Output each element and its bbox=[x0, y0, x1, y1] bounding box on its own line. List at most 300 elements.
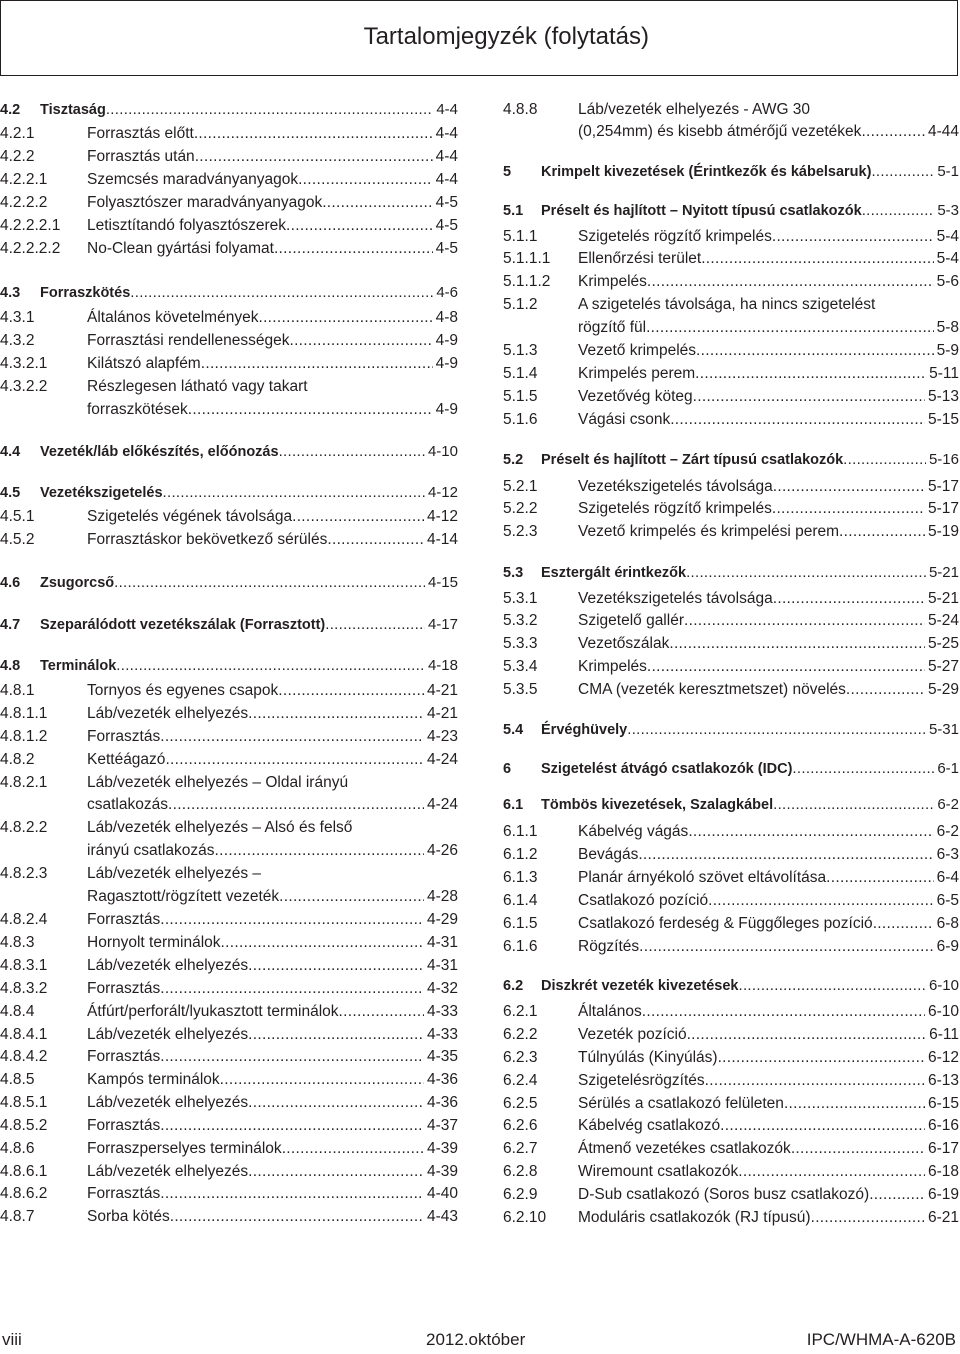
toc-entry-page: 4-12 bbox=[427, 484, 458, 501]
toc-entry[interactable] bbox=[0, 146, 458, 168]
toc-entry-number: 4.8.6.1 bbox=[0, 1163, 48, 1180]
toc-dot-leader bbox=[325, 614, 425, 636]
toc-entry[interactable] bbox=[503, 248, 959, 270]
toc-dot-leader bbox=[248, 1161, 424, 1183]
toc-entry-page: 4-31 bbox=[426, 934, 458, 951]
toc-entry-number: 6.2.7 bbox=[503, 1140, 538, 1157]
toc-entry-page: 6-19 bbox=[927, 1186, 959, 1203]
toc-entry-number: 4.3.2.2 bbox=[0, 378, 48, 395]
toc-entry-title: Általános követelmények bbox=[87, 309, 259, 326]
toc-entry-title: Vezetékszigetelés távolsága bbox=[578, 590, 773, 607]
toc-entry[interactable] bbox=[0, 1024, 458, 1046]
toc-entry-title: Forrasztási rendellenességek bbox=[87, 332, 290, 349]
toc-dot-leader bbox=[258, 307, 432, 329]
toc-dot-leader bbox=[696, 340, 934, 362]
toc-entry-page: 4-28 bbox=[426, 888, 458, 905]
toc-entry[interactable] bbox=[0, 376, 458, 398]
toc-entry-page: 5-9 bbox=[936, 342, 959, 359]
toc-entry-page: 5-13 bbox=[927, 388, 959, 405]
toc-entry[interactable] bbox=[0, 1138, 458, 1160]
toc-entry-title: Kilátszó alapfém bbox=[87, 355, 201, 372]
toc-dot-leader bbox=[846, 679, 925, 701]
toc-entry-title: Csatlakozó ferdeség & Függőleges pozíció bbox=[578, 915, 873, 932]
toc-entry-number: 4.8.5.1 bbox=[0, 1094, 48, 1111]
toc-entry[interactable] bbox=[0, 1183, 458, 1205]
toc-dot-leader bbox=[279, 441, 425, 463]
toc-entry[interactable] bbox=[503, 1093, 959, 1115]
toc-entry-page: 6-10 bbox=[928, 977, 959, 994]
toc-entry-number: 6.1.5 bbox=[503, 915, 538, 932]
toc-entry[interactable] bbox=[503, 1070, 959, 1092]
toc-entry[interactable] bbox=[0, 1001, 458, 1023]
toc-entry-title: Szeparálódott vezetékszálak (Forrasztott) bbox=[40, 617, 326, 633]
toc-entry-number: 4.2.2 bbox=[0, 148, 35, 165]
toc-entry-page: 4-36 bbox=[426, 1071, 458, 1088]
toc-entry-number: 6 bbox=[503, 761, 512, 777]
toc-entry-number: 6.1.3 bbox=[503, 869, 538, 886]
toc-entry-number: 4.8.3.1 bbox=[0, 957, 48, 974]
toc-entry[interactable] bbox=[503, 476, 959, 498]
toc-dot-leader bbox=[670, 409, 925, 431]
toc-entry-page: 6-5 bbox=[936, 892, 959, 909]
toc-entry-page: 6-2 bbox=[936, 823, 959, 840]
toc-dot-leader bbox=[869, 1184, 925, 1206]
toc-dot-leader bbox=[278, 680, 424, 702]
toc-entry-page: 4-4 bbox=[435, 148, 458, 165]
toc-entry-number: 5.1.3 bbox=[503, 342, 538, 359]
toc-entry-page: 5-8 bbox=[936, 319, 959, 336]
toc-dot-leader bbox=[201, 353, 433, 375]
toc-entry[interactable] bbox=[503, 1207, 959, 1229]
toc-entry-page: 4-40 bbox=[426, 1185, 458, 1202]
toc-entry-number: 6.2.2 bbox=[503, 1026, 538, 1043]
toc-entry-number: 4.5.2 bbox=[0, 531, 35, 548]
toc-dot-leader bbox=[627, 719, 926, 741]
toc-dot-leader bbox=[861, 121, 925, 143]
toc-entry-page: 4-4 bbox=[435, 125, 458, 142]
toc-entry-page: 6-21 bbox=[927, 1209, 959, 1226]
toc-entry[interactable] bbox=[0, 238, 458, 260]
toc-entry-number: 4.2.2.2.1 bbox=[0, 217, 61, 234]
toc-entry[interactable] bbox=[503, 1184, 959, 1206]
toc-entry-number: 4.2.2.1 bbox=[0, 171, 48, 188]
page-title-box bbox=[0, 0, 958, 76]
toc-entry[interactable] bbox=[0, 1206, 458, 1228]
toc-entry-title: Krimpelés bbox=[578, 658, 647, 675]
toc-entry-number: 5.2.1 bbox=[503, 478, 538, 495]
toc-entry-page: 4-24 bbox=[426, 796, 458, 813]
toc-entry[interactable] bbox=[503, 1138, 959, 1160]
toc-entry-title: Láb/vezeték elhelyezés - AWG 30 bbox=[578, 101, 811, 118]
toc-entry-page: 4-9 bbox=[435, 401, 458, 418]
toc-entry-number: 6.1.4 bbox=[503, 892, 538, 909]
toc-entry-number: 4.2.2.2.2 bbox=[0, 240, 61, 257]
toc-entry-title: Folyasztószer maradványanyagok bbox=[87, 194, 323, 211]
toc-entry[interactable] bbox=[0, 886, 458, 908]
toc-entry[interactable] bbox=[503, 386, 959, 408]
toc-entry-number: 5.1.2 bbox=[503, 296, 538, 313]
toc-entry-page: 4-37 bbox=[426, 1117, 458, 1134]
toc-entry-title: Forrasztás bbox=[87, 728, 161, 745]
toc-entry[interactable] bbox=[503, 890, 959, 912]
toc-entry-title: Szigetelésrögzítés bbox=[578, 1072, 705, 1089]
toc-entry-number: 4.8.6.2 bbox=[0, 1185, 48, 1202]
toc-entry-title: Forraszkötés bbox=[40, 285, 131, 301]
toc-entry-number: 5.3.3 bbox=[503, 635, 538, 652]
toc-entry-page: 4-29 bbox=[426, 911, 458, 928]
toc-entry-page: 6-12 bbox=[927, 1049, 959, 1066]
toc-entry-title: Sérülés a csatlakozó felületen bbox=[578, 1095, 784, 1112]
toc-dot-leader bbox=[248, 1092, 424, 1114]
toc-entry-number: 6.2.3 bbox=[503, 1049, 538, 1066]
toc-entry[interactable] bbox=[503, 409, 959, 431]
toc-entry-number: 4.8.1.1 bbox=[0, 705, 48, 722]
toc-dot-leader bbox=[279, 886, 424, 908]
toc-section-heading[interactable] bbox=[0, 99, 458, 121]
toc-entry-page: 6-15 bbox=[927, 1095, 959, 1112]
toc-dot-leader bbox=[773, 588, 925, 610]
toc-dot-leader bbox=[720, 1115, 925, 1137]
footer-document-id: IPC/WHMA-A-620B bbox=[806, 1330, 956, 1349]
toc-entry-number: 4.8.3.2 bbox=[0, 980, 48, 997]
toc-entry-number: 6.2.1 bbox=[503, 1003, 538, 1020]
toc-entry[interactable] bbox=[503, 271, 959, 293]
toc-entry-title: Láb/vezeték elhelyezés – Alsó és felső bbox=[87, 819, 353, 836]
toc-section-heading[interactable] bbox=[503, 719, 959, 741]
toc-entry-title: irányú csatlakozás bbox=[87, 842, 215, 859]
toc-entry-page: 6-9 bbox=[936, 938, 959, 955]
toc-entry-title: Tornyos és egyenes csapok bbox=[87, 682, 279, 699]
toc-entry-title: Forrasztáskor bekövetkező sérülés bbox=[87, 531, 328, 548]
toc-entry-page: 5-27 bbox=[927, 658, 959, 675]
toc-entry-number: 4.4 bbox=[0, 444, 21, 460]
toc-section-heading[interactable] bbox=[503, 200, 959, 222]
toc-entry[interactable] bbox=[503, 1001, 959, 1023]
toc-entry-number: 4.8.7 bbox=[0, 1208, 35, 1225]
toc-entry-title: Esztergált érintkezők bbox=[541, 565, 687, 581]
toc-entry-title: Moduláris csatlakozók (RJ típusú) bbox=[578, 1209, 811, 1226]
toc-entry-page: 6-13 bbox=[927, 1072, 959, 1089]
toc-entry-page: 4-14 bbox=[426, 531, 458, 548]
toc-entry-title: Részlegesen látható vagy takart bbox=[87, 378, 308, 395]
footer-page-number: viii bbox=[2, 1330, 22, 1349]
toc-entry-number: 4.8.2.1 bbox=[0, 774, 48, 791]
toc-entry-title: Zsugorcső bbox=[40, 575, 115, 591]
toc-entry-number: 5.3.4 bbox=[503, 658, 538, 675]
toc-section-heading[interactable] bbox=[503, 794, 959, 816]
toc-entry-page: 6-18 bbox=[927, 1163, 959, 1180]
toc-dot-leader bbox=[843, 449, 926, 471]
toc-entry[interactable] bbox=[0, 169, 458, 191]
toc-entry-title: Rögzítés bbox=[578, 938, 640, 955]
toc-entry[interactable] bbox=[0, 863, 458, 885]
toc-entry-title: Érvéghüvely bbox=[541, 722, 628, 738]
toc-dot-leader bbox=[282, 1138, 424, 1160]
toc-entry-number: 4.8.1.2 bbox=[0, 728, 48, 745]
toc-entry-title: No-Clean gyártási folyamat bbox=[87, 240, 274, 257]
toc-entry[interactable] bbox=[0, 680, 458, 702]
toc-entry-number: 6.2.5 bbox=[503, 1095, 538, 1112]
toc-entry-title: Szigetelés rögzítő krimpelés bbox=[578, 500, 772, 517]
toc-entry[interactable] bbox=[0, 772, 458, 794]
toc-entry-title: Vezetékszigetelés távolsága bbox=[578, 478, 773, 495]
toc-dot-leader bbox=[322, 192, 432, 214]
toc-entry-title: Tisztaság bbox=[40, 102, 106, 118]
toc-dot-leader bbox=[220, 1069, 424, 1091]
toc-dot-leader bbox=[298, 169, 433, 191]
toc-entry-title: Csatlakozó pozíció bbox=[578, 892, 709, 909]
toc-dot-leader bbox=[708, 890, 934, 912]
toc-entry-page: 4-31 bbox=[426, 957, 458, 974]
toc-entry-title: Szigetelés rögzítő krimpelés bbox=[578, 228, 772, 245]
toc-entry-number: 6.2.6 bbox=[503, 1117, 538, 1134]
toc-entry[interactable] bbox=[0, 955, 458, 977]
toc-section-heading[interactable] bbox=[503, 449, 959, 471]
toc-entry-page: 4-5 bbox=[435, 194, 458, 211]
toc-section-heading[interactable] bbox=[0, 655, 458, 677]
toc-section-heading[interactable] bbox=[0, 614, 458, 636]
toc-entry-number: 5.4 bbox=[503, 722, 524, 738]
toc-dot-leader bbox=[286, 215, 433, 237]
toc-entry-page: 4-44 bbox=[927, 123, 959, 140]
toc-entry-title: Forrasztás bbox=[87, 1048, 161, 1065]
toc-entry-page: 4-10 bbox=[427, 443, 458, 460]
toc-entry[interactable] bbox=[503, 1161, 959, 1183]
toc-dot-leader bbox=[773, 476, 925, 498]
toc-dot-leader bbox=[811, 1207, 925, 1229]
toc-entry[interactable] bbox=[0, 529, 458, 551]
toc-entry[interactable] bbox=[503, 656, 959, 678]
toc-dot-leader bbox=[688, 821, 933, 843]
footer-date: 2012.október bbox=[426, 1330, 526, 1349]
toc-entry[interactable] bbox=[503, 340, 959, 362]
toc-entry-page: 4-24 bbox=[426, 751, 458, 768]
toc-entry[interactable] bbox=[0, 1115, 458, 1137]
toc-dot-leader bbox=[862, 200, 935, 222]
toc-section-heading[interactable] bbox=[503, 975, 959, 997]
toc-entry[interactable] bbox=[503, 121, 959, 143]
toc-entry-title: Átfúrt/perforált/lyukasztott terminálok bbox=[87, 1003, 339, 1020]
toc-entry[interactable] bbox=[503, 363, 959, 385]
toc-entry-title: Forrasztás előtt bbox=[87, 125, 194, 142]
toc-entry-page: 5-17 bbox=[927, 478, 959, 495]
toc-entry[interactable] bbox=[503, 633, 959, 655]
toc-dot-leader bbox=[718, 1047, 925, 1069]
toc-entry-title: (0,254mm) és kisebb átmérőjű vezetékek bbox=[578, 123, 862, 140]
toc-entry-title: Kábelvég csatlakozó bbox=[578, 1117, 721, 1134]
toc-entry-number: 6.2 bbox=[503, 978, 524, 994]
toc-entry-page: 6-2 bbox=[937, 796, 959, 813]
toc-entry[interactable] bbox=[503, 99, 959, 121]
toc-entry-number: 6.1.1 bbox=[503, 823, 538, 840]
toc-entry-title: Vezetővég köteg bbox=[578, 388, 693, 405]
toc-entry-title: Préselt és hajlított – Nyitott típusú csatlakozók bbox=[541, 203, 862, 219]
toc-entry[interactable] bbox=[0, 749, 458, 771]
toc-entry-number: 5.2.2 bbox=[503, 500, 538, 517]
toc-entry[interactable] bbox=[0, 794, 458, 816]
toc-entry-page: 5-6 bbox=[936, 273, 959, 290]
toc-entry-title: Letisztítandó folyasztószerek bbox=[87, 217, 287, 234]
toc-entry[interactable] bbox=[0, 978, 458, 1000]
toc-entry-page: 5-19 bbox=[927, 523, 959, 540]
toc-entry-title: rögzítő fül bbox=[578, 319, 647, 336]
toc-dot-leader bbox=[669, 633, 925, 655]
toc-dot-leader bbox=[772, 226, 934, 248]
toc-entry[interactable] bbox=[0, 726, 458, 748]
toc-entry[interactable] bbox=[503, 936, 959, 958]
toc-entry-number: 6.2.10 bbox=[503, 1209, 547, 1226]
toc-entry-title: Kampós terminálok bbox=[87, 1071, 220, 1088]
toc-entry-page: 5-29 bbox=[927, 681, 959, 698]
toc-entry[interactable] bbox=[0, 215, 458, 237]
toc-dot-leader bbox=[826, 867, 933, 889]
toc-dot-leader bbox=[695, 363, 926, 385]
toc-entry-number: 4.2.2.2 bbox=[0, 194, 48, 211]
toc-entry-number: 4.8.2.3 bbox=[0, 865, 48, 882]
toc-entry-title: Vezető krimpelés és krimpelési perem bbox=[578, 523, 840, 540]
toc-entry[interactable] bbox=[0, 399, 458, 421]
toc-entry[interactable] bbox=[0, 123, 458, 145]
toc-dot-leader bbox=[642, 1001, 925, 1023]
toc-dot-leader bbox=[701, 248, 933, 270]
toc-entry[interactable] bbox=[503, 867, 959, 889]
toc-entry-number: 5.3.1 bbox=[503, 590, 538, 607]
toc-entry[interactable] bbox=[0, 840, 458, 862]
toc-entry-page: 5-4 bbox=[936, 228, 959, 245]
toc-entry[interactable] bbox=[0, 330, 458, 352]
toc-entry-number: 4.8.6 bbox=[0, 1140, 35, 1157]
toc-entry[interactable] bbox=[503, 844, 959, 866]
toc-entry-number: 4.5 bbox=[0, 485, 21, 501]
toc-section-heading[interactable] bbox=[503, 758, 959, 780]
toc-dot-leader bbox=[160, 1183, 424, 1205]
toc-entry-title: Planár árnyékoló szövet eltávolítása bbox=[578, 869, 827, 886]
toc-entry-title: csatlakozás bbox=[87, 796, 168, 813]
toc-entry-title: Vezetőszálak bbox=[578, 635, 670, 652]
toc-entry-number: 4.6 bbox=[0, 575, 21, 591]
toc-entry[interactable] bbox=[0, 1161, 458, 1183]
toc-section-heading[interactable] bbox=[0, 482, 458, 504]
toc-entry[interactable] bbox=[0, 1046, 458, 1068]
toc-dot-leader bbox=[705, 1070, 925, 1092]
toc-entry-page: 6-11 bbox=[929, 1026, 959, 1043]
toc-entry-number: 6.1.6 bbox=[503, 938, 538, 955]
toc-section-heading[interactable] bbox=[0, 441, 458, 463]
toc-section-heading[interactable] bbox=[503, 562, 959, 584]
toc-entry[interactable] bbox=[0, 703, 458, 725]
toc-dot-leader bbox=[784, 1093, 925, 1115]
toc-entry-title: Forrasztás után bbox=[87, 148, 195, 165]
toc-entry-number: 5.3.2 bbox=[503, 612, 538, 629]
toc-entry[interactable] bbox=[503, 1047, 959, 1069]
toc-section-heading[interactable] bbox=[503, 161, 959, 183]
toc-entry-title: Krimpelés bbox=[578, 273, 647, 290]
toc-entry-page: 4-8 bbox=[435, 309, 458, 326]
toc-entry-number: 5.1.5 bbox=[503, 388, 538, 405]
toc-entry-title: Átmenő vezetékes csatlakozók bbox=[578, 1140, 791, 1157]
toc-entry-title: Forrasztás bbox=[87, 911, 161, 928]
toc-dot-leader bbox=[773, 794, 934, 816]
toc-entry-number: 4.3.1 bbox=[0, 309, 35, 326]
toc-entry-title: Sorba kötés bbox=[87, 1208, 170, 1225]
toc-entry[interactable] bbox=[0, 932, 458, 954]
toc-dot-leader bbox=[327, 529, 424, 551]
toc-entry[interactable] bbox=[0, 192, 458, 214]
toc-entry-page: 4-35 bbox=[426, 1048, 458, 1065]
toc-entry-page: 4-23 bbox=[426, 728, 458, 745]
toc-entry-title: Ellenőrzési terület bbox=[578, 250, 702, 267]
toc-entry-title: Láb/vezeték elhelyezés – bbox=[87, 865, 262, 882]
toc-dot-leader bbox=[687, 1024, 927, 1046]
toc-entry-page: 4-39 bbox=[426, 1163, 458, 1180]
toc-entry[interactable] bbox=[0, 506, 458, 528]
toc-section-heading[interactable] bbox=[0, 572, 458, 594]
toc-entry-number: 4.8.2.4 bbox=[0, 911, 48, 928]
toc-dot-leader bbox=[106, 99, 433, 121]
toc-entry-page: 5-31 bbox=[928, 721, 959, 738]
toc-entry[interactable] bbox=[0, 817, 458, 839]
toc-entry[interactable] bbox=[0, 307, 458, 329]
toc-entry[interactable] bbox=[503, 226, 959, 248]
toc-entry[interactable] bbox=[503, 588, 959, 610]
toc-entry-number: 6.1 bbox=[503, 797, 524, 813]
toc-entry-title: Szigetelés végének távolsága bbox=[87, 508, 293, 525]
toc-entry-number: 4.8.2 bbox=[0, 751, 35, 768]
toc-entry-title: Hornyolt terminálok bbox=[87, 934, 221, 951]
toc-dot-leader bbox=[646, 317, 934, 339]
toc-dot-leader bbox=[339, 1001, 424, 1023]
toc-entry-number: 4.3.2.1 bbox=[0, 355, 48, 372]
toc-entry-number: 4.8.1 bbox=[0, 682, 35, 699]
toc-entry-page: 4-6 bbox=[436, 284, 458, 301]
toc-entry[interactable] bbox=[503, 294, 959, 316]
toc-entry-title: Terminálok bbox=[40, 658, 117, 674]
toc-entry[interactable] bbox=[503, 1115, 959, 1137]
toc-entry-page: 4-26 bbox=[426, 842, 458, 859]
toc-entry-page: 6-3 bbox=[936, 846, 959, 863]
toc-entry[interactable] bbox=[503, 521, 959, 543]
toc-entry-title: Vezeték pozíció bbox=[578, 1026, 687, 1043]
toc-dot-leader bbox=[791, 1138, 925, 1160]
toc-entry-page: 4-15 bbox=[427, 574, 458, 591]
toc-entry[interactable] bbox=[0, 1092, 458, 1114]
toc-dot-leader bbox=[647, 656, 925, 678]
toc-entry-page: 5-16 bbox=[928, 451, 959, 468]
toc-entry-page: 4-33 bbox=[426, 1003, 458, 1020]
toc-entry[interactable] bbox=[503, 679, 959, 701]
toc-section-heading[interactable] bbox=[0, 282, 458, 304]
toc-entry[interactable] bbox=[503, 821, 959, 843]
toc-entry[interactable] bbox=[503, 610, 959, 632]
toc-entry-page: 6-10 bbox=[927, 1003, 959, 1020]
toc-entry-number: 5.1.1.2 bbox=[503, 273, 551, 290]
toc-entry[interactable] bbox=[503, 913, 959, 935]
toc-entry[interactable] bbox=[0, 909, 458, 931]
toc-entry-number: 4.3 bbox=[0, 285, 21, 301]
toc-entry[interactable] bbox=[503, 317, 959, 339]
toc-entry[interactable] bbox=[0, 353, 458, 375]
toc-entry-title: Bevágás bbox=[578, 846, 639, 863]
toc-entry-number: 5.1.1 bbox=[503, 228, 538, 245]
toc-entry-title: A szigetelés távolsága, ha nincs szigetelést bbox=[578, 296, 876, 313]
toc-entry[interactable] bbox=[503, 1024, 959, 1046]
toc-entry-page: 4-33 bbox=[426, 1026, 458, 1043]
toc-dot-leader bbox=[160, 1115, 424, 1137]
toc-entry-title: Láb/vezeték elhelyezés bbox=[87, 1026, 249, 1043]
toc-entry[interactable] bbox=[503, 498, 959, 520]
toc-entry-page: 6-4 bbox=[936, 869, 959, 886]
toc-entry[interactable] bbox=[0, 1069, 458, 1091]
